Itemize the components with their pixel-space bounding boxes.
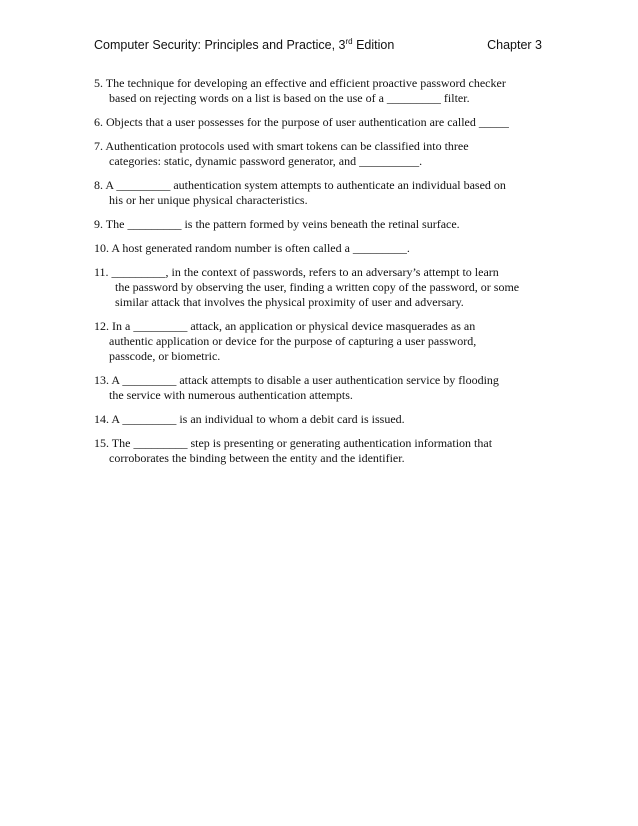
question-item	[94, 217, 546, 232]
question-line: passcode, or biometric.	[109, 349, 221, 363]
question-line: authentic application or device for the purpose of capturing a user password,	[109, 334, 477, 348]
question-line: 15. The _________ step is presenting or generating authentication information that	[94, 436, 493, 450]
edition-word: Edition	[352, 38, 395, 52]
question-item	[94, 241, 546, 256]
question-line: corroborates the binding between the entity and the identifier.	[109, 451, 405, 465]
question-line: 14. A _________ is an individual to whom a debit card is issued.	[94, 412, 405, 426]
question-item	[94, 265, 546, 310]
question-line: 8. A _________ authentication system attempts to authenticate an individual based on	[94, 178, 506, 192]
question-line: the password by observing the user, finding a written copy of the password, or some	[115, 280, 520, 294]
question-line: 5. The technique for developing an effective and efficient proactive password checker	[94, 76, 506, 90]
question-item	[94, 115, 546, 130]
question-item	[94, 139, 546, 169]
question-item	[94, 373, 546, 403]
edition-superscript: rd	[345, 36, 353, 46]
question-line: similar attack that involves the physical proximity of user and adversary.	[115, 295, 464, 309]
question-item	[94, 319, 546, 364]
question-item	[94, 76, 546, 106]
page-header	[94, 38, 544, 56]
question-line: the service with numerous authentication attempts.	[109, 388, 353, 402]
question-item	[94, 178, 546, 208]
question-line: 9. The _________ is the pattern formed by veins beneath the retinal surface.	[94, 217, 460, 231]
question-line: categories: static, dynamic password generator, and __________.	[109, 154, 423, 168]
chapter-label: Chapter 3	[487, 38, 542, 52]
question-line: 13. A _________ attack attempts to disable a user authentication service by flooding	[94, 373, 499, 387]
question-line: 7. Authentication protocols used with smart tokens can be classified into three	[94, 139, 469, 153]
question-line: 11. _________, in the context of passwords, refers to an adversary’s attempt to learn	[94, 265, 499, 279]
question-line: 6. Objects that a user possesses for the purpose of user authentication are called _____	[94, 115, 509, 129]
question-line: 12. In a _________ attack, an application or physical device masquerades as an	[94, 319, 476, 333]
book-title	[94, 38, 394, 52]
question-item	[94, 412, 546, 427]
question-item	[94, 436, 546, 466]
question-line: his or her unique physical characteristics.	[109, 193, 308, 207]
book-title-text: Computer Security: Principles and Practice, 3	[94, 38, 346, 52]
question-line: based on rejecting words on a list is based on the use of a _________ filter.	[109, 91, 470, 105]
question-list	[94, 76, 546, 475]
question-line: 10. A host generated random number is often called a _________.	[94, 241, 410, 255]
